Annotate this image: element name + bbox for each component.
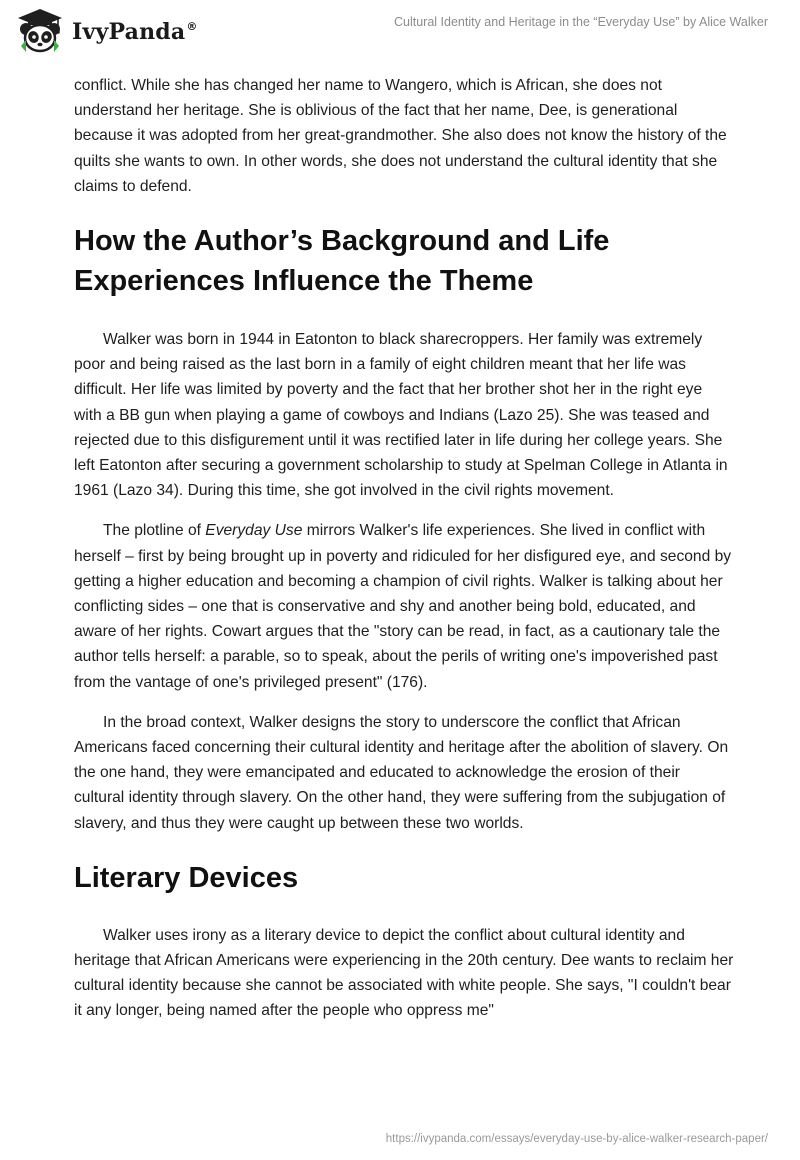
document-title: Cultural Identity and Heritage in the “Everyday Use” by Alice Walker bbox=[393, 15, 768, 29]
logo-wordmark: IvyPanda® bbox=[72, 19, 198, 45]
paragraph-plotline: The plotline of Everyday Use mirrors Walker's life experiences. She lived in conflict with herself – first by being brought up in poverty and ridiculed for her disfigured eye, and second by getting a higher education and becoming a champion of civil rights. Walker is talking about her conflicting sides – one that is conservative and shy and another being bold, educated, and aware of her rights. Cowart argues that the "story can be read, in fact, as a cautionary tale the author tells herself: a parable, so to speak, about the perils of writing one's impoverished past from the vantage of one's privileged present" (176). bbox=[74, 522, 732, 691]
intro-paragraph: conflict. While she has changed her name to Wangero, which is African, she does not understand her heritage. She is oblivious of the fact that her name, Dee, is generational because it was adopted from her great-grandmother. She also does not know the history of the quilts she wants to own. In other words, she does not understand the cultural identity that she claims to defend. bbox=[74, 77, 727, 195]
section-heading-literary-devices: Literary Devices bbox=[74, 861, 299, 894]
page-header bbox=[0, 0, 800, 64]
paragraph-walker-biography: Walker was born in 1944 in Eatonton to black sharecroppers. Her family was extremely poor and being raised as the last born in a family of eight children meant that her life was difficult. Her life was limited by poverty and the fact that her brother shot her in the right eye with a BB gun when playing a game of cowboys and Indians (Lazo 25). She was teased and rejected due to this disfigurement until it was rectified later in life during her college years. She left Eatonton after securing a government scholarship to study at Spelman College in Atlanta in 1961 (Lazo 34). During this time, she got involved in the civil rights movement. bbox=[74, 331, 728, 500]
paragraph-irony: Walker uses irony as a literary device to depict the conflict about cultural identity and heritage that African Americans were experiencing in the 20th century. Dee wants to reclaim her cultural identity because she cannot be associated with white people. She says, "I couldn't bear it any longer, being named after the people who oppress me" bbox=[74, 926, 734, 1020]
section-heading-author-background: How the Author’s Background and Life Experiences Influence the Theme bbox=[74, 225, 610, 298]
paragraph-broad-context: In the broad context, Walker designs the story to underscore the conflict that African Americans faced concerning their cultural identity and heritage after the abolition of slavery. On the one hand, they were emancipated and educated to acknowledge the erosion of their cultural identity through slavery. On the other hand, they were suffering from the subjugation of slavery, and thus they were caught up between these two worlds. bbox=[74, 713, 729, 832]
essay-content bbox=[74, 73, 734, 1024]
story-title-italic: Everyday Use bbox=[205, 522, 303, 540]
source-url-link[interactable]: https://ivypanda.com/essays/everyday-use-by-alice-walker-research-paper/ bbox=[385, 1133, 768, 1145]
ivypanda-logo[interactable] bbox=[14, 7, 198, 55]
panda-graduate-icon bbox=[14, 7, 66, 55]
